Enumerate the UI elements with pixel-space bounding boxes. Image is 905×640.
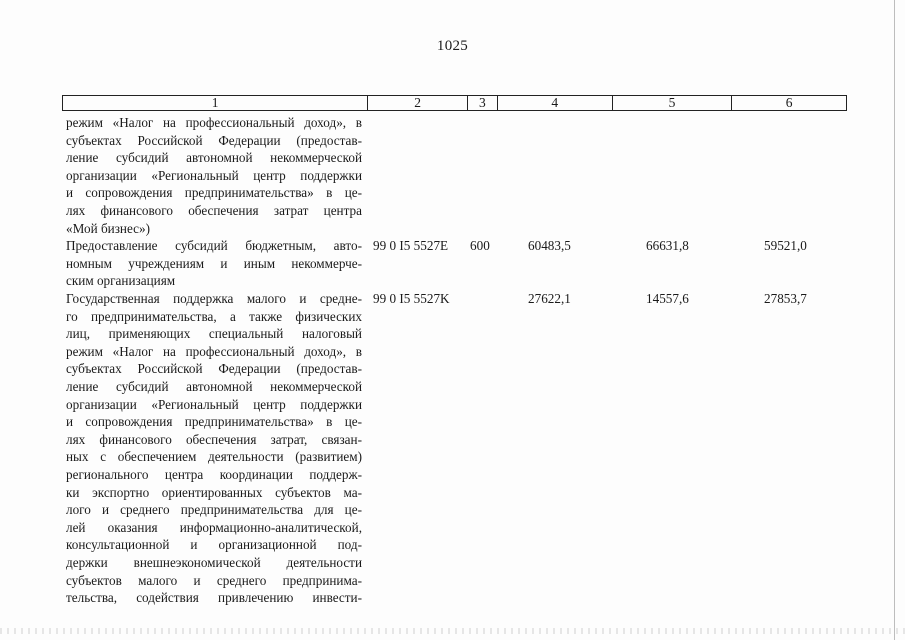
text-line: лиц, применяющих специальный налоговый (66, 326, 362, 342)
text-line: субъектах Российской Федерации (предостав- (66, 361, 362, 377)
table-header (62, 95, 847, 111)
text-line: и сопровождения предпринимательства» в це- (66, 414, 362, 430)
text-line: держки внешнеэкономической деятельности (66, 554, 362, 570)
scan-artifact (0, 628, 905, 634)
text-line: и сопровождения предпринимательства» в це- (66, 185, 362, 201)
row-value-1: 27622,1 (528, 291, 571, 306)
text-line: Государственная поддержка малого и средне- (66, 291, 362, 306)
text-line: номным учреждениям и иным некоммерче- (66, 255, 362, 271)
table-row-description (66, 114, 362, 237)
text-line: ским организациям (66, 273, 176, 289)
page-edge (894, 0, 895, 640)
text-line: лого и среднего предпринимательства для це- (66, 502, 362, 518)
row-value-1: 60483,5 (528, 238, 571, 253)
text-line: лей оказания информационно-аналитической, (66, 519, 362, 535)
text-line: регионального центра координации поддерж- (66, 466, 362, 482)
header-col-4: 4 (498, 96, 613, 110)
row-code: 99 0 I5 5527K (373, 291, 450, 306)
text-line: лях финансового обеспечения затрат, связан- (66, 431, 362, 447)
text-line: организации «Региональный центр поддержки (66, 396, 362, 412)
row-type: 600 (470, 238, 490, 253)
text-line: режим «Налог на профессиональный доход», в (66, 343, 362, 359)
table-row-description (66, 290, 362, 607)
row-code: 99 0 I5 5527E (373, 238, 449, 253)
text-line: тельства, содействия привлечению инвести- (66, 590, 362, 606)
header-col-3: 3 (468, 96, 498, 110)
text-line: го предпринимательства, а также физических (66, 308, 362, 324)
row-value-2: 66631,8 (646, 238, 689, 253)
text-line: ление субсидий автономной некоммерческой (66, 378, 362, 394)
text-line: ки экспортно ориентированных субъектов ма- (66, 484, 362, 500)
table-row-description (66, 237, 362, 290)
row-value-3: 27853,7 (764, 291, 807, 306)
text-line: ных с обеспечением деятельности (развитием) (66, 449, 362, 465)
row-value-2: 14557,6 (646, 291, 689, 306)
page-number: 1025 (436, 38, 469, 54)
header-col-6: 6 (785, 95, 793, 110)
row-value-3: 59521,0 (764, 238, 807, 253)
text-line: Предоставление субсидий бюджетным, авто- (66, 238, 362, 253)
header-col-1: 1 (63, 96, 368, 110)
text-line: консультационной и организационной под- (66, 537, 362, 553)
header-col-2: 2 (368, 96, 468, 110)
text-line: режим «Налог на профессиональный доход», в (66, 115, 362, 130)
text-line: организации «Региональный центр поддержки (66, 167, 362, 183)
text-line: ление субсидий автономной некоммерческой (66, 150, 362, 166)
text-line: лях финансового обеспечения затрат центра (66, 202, 362, 218)
header-col-5: 5 (613, 96, 733, 110)
text-line: «Мой бизнес») (66, 220, 150, 236)
text-line: субъектов малого и среднего предпринима- (66, 572, 362, 588)
text-line: субъектах Российской Федерации (предостав- (66, 132, 362, 148)
